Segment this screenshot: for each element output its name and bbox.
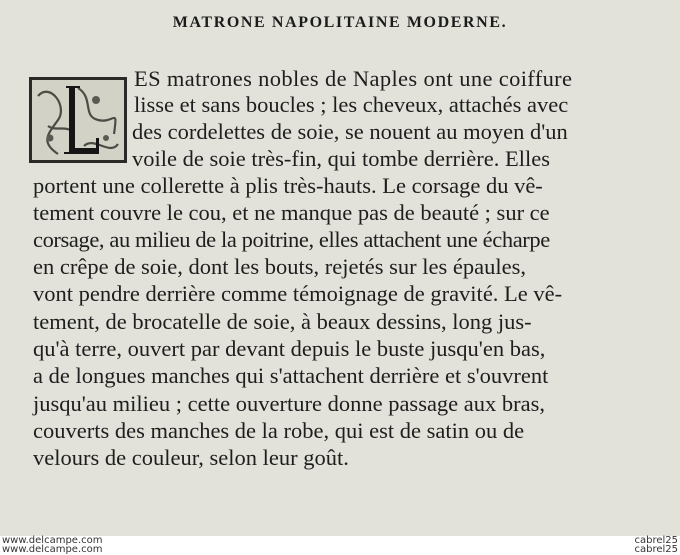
watermark-site-link[interactable]: www.delcampe.com (2, 543, 103, 555)
text-line: couverts des manches de la robe, qui est de satin ou de (33, 418, 525, 443)
text-line: velours de couleur, selon leur goût. (33, 445, 349, 470)
text-line: tement couvre le cou, et ne manque pas de beauté ; sur ce (33, 200, 550, 225)
text-line: portent une collerette à plis très-hauts. Le corsage du vê- (33, 173, 543, 198)
text-line: vont pendre derrière comme témoignage de gravité. Le vê- (33, 281, 563, 306)
text-line: voile de soie très-fin, qui tombe derrière. Elles (132, 146, 550, 171)
seller-name: cabrel25 (634, 535, 678, 546)
text-line: ES matrones nobles de Naples ont une coiffure (134, 66, 573, 91)
ornamental-initial (28, 76, 128, 164)
text-line: lisse et sans boucles ; les cheveux, attachés avec (134, 92, 569, 117)
text-line: des cordelettes de soie, se nouent au moyen d'un (132, 119, 568, 144)
watermark-site-link[interactable]: www.delcampe.com (2, 535, 103, 546)
text-line: a de longues manches qui s'attachent derrière et s'ouvrent (33, 363, 549, 388)
seller-name: cabrel25 (634, 543, 678, 555)
text-line: corsage, au milieu de la poitrine, elles attachent une écharpe (33, 227, 550, 252)
text-line: jusqu'au milieu ; cette ouverture donne passage aux bras, (33, 391, 546, 416)
text-line: en crêpe de soie, dont les bouts, rejetés sur les épaules, (33, 254, 526, 279)
page-title: MATRONE NAPOLITAINE MODERNE. (172, 14, 508, 31)
watermark-bar (0, 536, 680, 554)
text-line: tement, de brocatelle de soie, à beaux dessins, long jus- (33, 309, 532, 334)
text-line: qu'à terre, ouvert par devant depuis le buste jusqu'en bas, (33, 336, 546, 361)
